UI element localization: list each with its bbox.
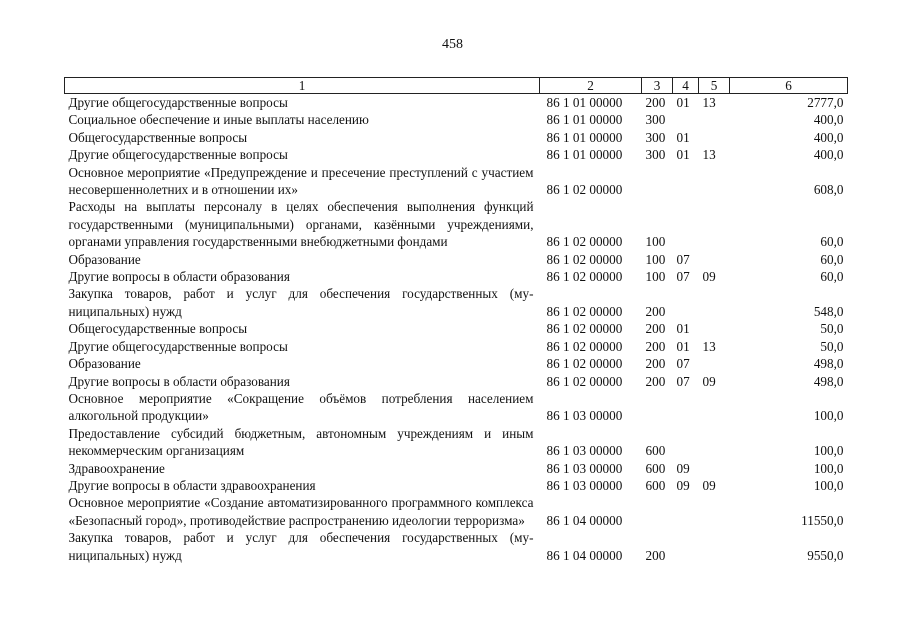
row-name: Другие общегосударственные вопросы <box>68 147 288 163</box>
table-row <box>65 94 848 112</box>
row-name: Предоставление субсидий бюджетным, автономным учреждениям и иным некоммерческим организациям <box>68 425 534 459</box>
row-name: Расходы на выплаты персоналу в целях обеспечения выполнения функций государственными (муниципальными) органами, казёнными учреждениями, органами управления государственными внебюджетными фондами <box>68 199 534 250</box>
row-code: 86 1 01 00000 <box>546 112 623 128</box>
row-amount: 100,0 <box>813 460 844 476</box>
table-row <box>65 198 848 250</box>
row-subsection <box>699 164 730 199</box>
table-row <box>65 338 848 355</box>
row-subsection <box>699 425 730 460</box>
header-col-5: 5 <box>699 78 730 94</box>
row-section <box>673 111 699 128</box>
row-name: Закупка товаров, работ и услуг для обеспечения государственных (муниципальных) нужд <box>68 286 534 319</box>
table-row <box>65 285 848 320</box>
row-subsection: 09 <box>702 269 716 285</box>
table-body <box>65 94 848 564</box>
row-code: 86 1 02 00000 <box>546 338 623 354</box>
row-amount: 100,0 <box>813 477 844 493</box>
table-row <box>65 477 848 494</box>
row-name: Социальное обеспечение и иные выплаты населению <box>68 112 369 128</box>
row-amount: 400,0 <box>813 112 844 128</box>
row-expense-type: 100 <box>645 251 666 267</box>
row-section: 07 <box>676 251 690 267</box>
row-amount: 11550,0 <box>801 512 844 528</box>
row-subsection <box>699 111 730 128</box>
row-expense-type: 200 <box>645 338 666 354</box>
table-row <box>65 529 848 564</box>
row-name: Другие общегосударственные вопросы <box>68 338 288 354</box>
row-code: 86 1 04 00000 <box>546 547 623 563</box>
row-name: Здравоохранение <box>68 460 165 476</box>
row-expense-type: 300 <box>645 147 666 163</box>
row-name: Другие общегосударственные вопросы <box>68 95 288 110</box>
row-subsection: 13 <box>702 147 716 163</box>
row-code: 86 1 02 00000 <box>546 321 623 337</box>
row-subsection <box>699 460 730 477</box>
row-expense-type: 100 <box>645 234 666 250</box>
row-amount: 60,0 <box>820 269 844 285</box>
row-section <box>673 164 699 199</box>
row-name: Образование <box>68 356 141 372</box>
table-row <box>65 164 848 199</box>
row-subsection <box>699 320 730 337</box>
table-row <box>65 373 848 390</box>
row-subsection <box>699 355 730 372</box>
row-subsection: 09 <box>702 477 716 493</box>
row-section: 01 <box>676 321 690 337</box>
row-code: 86 1 03 00000 <box>546 408 623 424</box>
row-section: 09 <box>676 477 690 493</box>
row-code: 86 1 03 00000 <box>546 477 623 493</box>
row-expense-type <box>642 164 673 199</box>
budget-table <box>64 77 848 564</box>
row-name: Образование <box>68 251 141 267</box>
table-row <box>65 425 848 460</box>
row-code: 86 1 02 00000 <box>546 373 623 389</box>
row-section: 01 <box>676 129 690 145</box>
row-name: Другие вопросы в области образования <box>68 373 290 389</box>
row-code: 86 1 02 00000 <box>546 303 623 319</box>
row-subsection <box>699 198 730 250</box>
header-col-4: 4 <box>673 78 699 94</box>
table-row <box>65 146 848 163</box>
table-row <box>65 111 848 128</box>
row-name: Основное мероприятие «Предупреждение и пресечение преступлений с участием несовершеннолетних и в отношении их» <box>68 164 534 198</box>
row-section: 07 <box>676 356 690 372</box>
row-amount: 50,0 <box>820 321 844 337</box>
row-amount: 60,0 <box>820 251 844 267</box>
row-subsection: 09 <box>702 373 716 389</box>
header-col-1: 1 <box>65 78 540 94</box>
row-code: 86 1 02 00000 <box>546 234 623 250</box>
row-code: 86 1 01 00000 <box>546 147 623 163</box>
header-col-6: 6 <box>730 78 848 94</box>
row-amount: 50,0 <box>820 338 844 354</box>
row-section: 09 <box>676 460 690 476</box>
row-expense-type: 600 <box>645 443 666 459</box>
row-expense-type: 300 <box>645 112 666 128</box>
row-name: Другие вопросы в области здравоохранения <box>68 477 316 493</box>
table-row <box>65 355 848 372</box>
row-section <box>673 198 699 250</box>
row-code: 86 1 02 00000 <box>546 251 623 267</box>
row-expense-type: 300 <box>645 129 666 145</box>
row-subsection: 13 <box>702 338 716 354</box>
row-expense-type <box>642 494 673 529</box>
table-row <box>65 129 848 146</box>
row-name: Основное мероприятие «Создание автоматизированного программного комплекса «Безопасный город», противодействие распространению идеологии терроризма» <box>68 495 534 528</box>
row-subsection: 13 <box>702 95 716 110</box>
table-row <box>65 268 848 285</box>
row-amount: 548,0 <box>813 303 844 319</box>
row-subsection <box>699 129 730 146</box>
row-expense-type: 100 <box>645 269 666 285</box>
row-expense-type: 200 <box>645 373 666 389</box>
row-code: 86 1 02 00000 <box>546 356 623 372</box>
table-row <box>65 460 848 477</box>
table-row <box>65 390 848 425</box>
row-amount: 100,0 <box>813 408 844 424</box>
row-code: 86 1 02 00000 <box>546 269 623 285</box>
row-section <box>673 529 699 564</box>
row-section <box>673 390 699 425</box>
row-amount: 60,0 <box>820 234 844 250</box>
header-col-2: 2 <box>540 78 642 94</box>
row-amount: 100,0 <box>813 443 844 459</box>
row-subsection <box>699 251 730 268</box>
table-row <box>65 320 848 337</box>
row-expense-type: 200 <box>645 303 666 319</box>
header-col-3: 3 <box>642 78 673 94</box>
row-section <box>673 425 699 460</box>
row-expense-type: 200 <box>645 547 666 563</box>
row-code: 86 1 03 00000 <box>546 460 623 476</box>
row-code: 86 1 01 00000 <box>546 129 623 145</box>
row-section: 01 <box>676 338 690 354</box>
row-name: Общегосударственные вопросы <box>68 129 248 145</box>
row-section: 01 <box>676 95 690 110</box>
row-section <box>673 494 699 529</box>
row-code: 86 1 02 00000 <box>546 182 623 198</box>
row-expense-type: 600 <box>645 460 666 476</box>
page-number: 458 <box>442 37 463 52</box>
row-amount: 2777,0 <box>807 95 844 110</box>
row-name: Общегосударственные вопросы <box>68 321 248 337</box>
row-amount: 498,0 <box>813 373 844 389</box>
row-code: 86 1 01 00000 <box>546 95 623 110</box>
row-amount: 9550,0 <box>807 547 844 563</box>
row-amount: 400,0 <box>813 147 844 163</box>
row-name: Основное мероприятие «Сокращение объёмов потребления населением алкогольной продукции» <box>68 390 534 424</box>
row-code: 86 1 03 00000 <box>546 443 623 459</box>
row-amount: 498,0 <box>813 356 844 372</box>
row-expense-type: 200 <box>645 95 666 110</box>
row-name: Закупка товаров, работ и услуг для обеспечения государственных (муниципальных) нужд <box>68 530 534 563</box>
row-section: 01 <box>676 147 690 163</box>
row-expense-type: 600 <box>645 477 666 493</box>
row-amount: 608,0 <box>813 182 844 198</box>
row-subsection <box>699 390 730 425</box>
row-subsection <box>699 494 730 529</box>
row-amount: 400,0 <box>813 129 844 145</box>
row-code: 86 1 04 00000 <box>546 512 623 528</box>
header-row <box>65 78 848 94</box>
row-expense-type: 200 <box>645 321 666 337</box>
row-section: 07 <box>676 373 690 389</box>
row-section <box>673 285 699 320</box>
row-section: 07 <box>676 269 690 285</box>
table-row <box>65 251 848 268</box>
row-subsection <box>699 529 730 564</box>
table-row <box>65 494 848 529</box>
row-expense-type: 200 <box>645 356 666 372</box>
row-subsection <box>699 285 730 320</box>
row-name: Другие вопросы в области образования <box>68 269 290 285</box>
row-expense-type <box>642 390 673 425</box>
